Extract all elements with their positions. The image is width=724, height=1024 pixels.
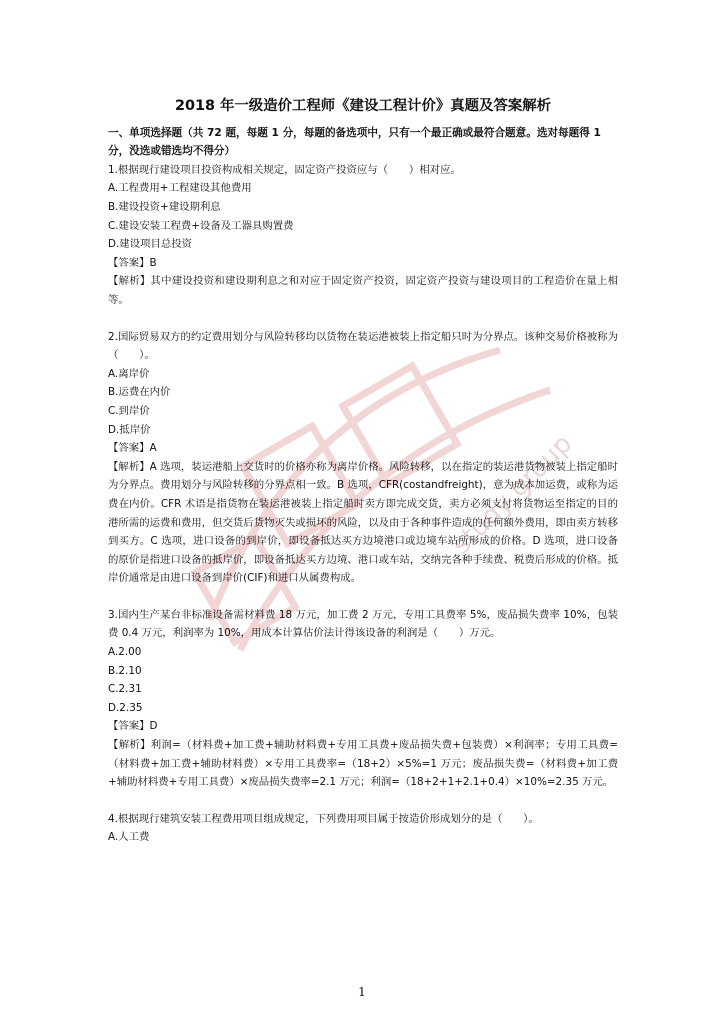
option-b: B.运费在内价: [108, 386, 171, 399]
question-2: [108, 328, 618, 588]
page-number: 1: [358, 985, 366, 999]
option-c: C.建设安装工程费+设备及工器具购置费: [108, 219, 294, 232]
option-d: D.抵岸价: [108, 423, 151, 436]
question-stem: 1.根据现行建设项目投资构成相关规定，固定资产投资应与（ ）相对应。: [108, 163, 461, 176]
answer: 【答案】A: [108, 442, 157, 455]
analysis: 【解析】A 选项，装运港船上交货时的价格亦称为离岸价格。风险转移，以在指定的装运港货物被装上指定船时为分界点。费用划分与风险转移的分界点相一致。B 选项，CFR(costandfreight)，意为成本加运费，或称为运费在内价。CFR 术语是指货物在装运港被装上指定船时卖方即完成交货，卖方必须支付将货物运至指定的目的港所需的运费和费用，但交货后货物灭失或损坏的风险，以及由于各种事件造成的任何额外费用，即由卖方转移到买方。C 选项，进口设备的到岸价，即设备抵达买方边境港口或边境车站所形成的价格。D 选项，进口设备的原价是指进口设备的抵岸价，即设备抵达买方边境、港口或车站，交纳完各种手续费、税费后形成的价格。抵岸价通常是由进口设备到岸价(CIF)和进口从属费构成。: [108, 460, 618, 585]
question-3: [108, 606, 618, 792]
document-body: [108, 96, 618, 847]
option-a: A.离岸价: [108, 367, 150, 380]
analysis: 【解析】利润=（材料费+加工费+辅助材料费+专用工具费+废品损失费+包装费）×利润率；专用工具费=（材料费+加工费+辅助材料费）×专用工具费率=（18+2）×5%=1 万元；废品损失费=（材料费+加工费+辅助材料费+专用工具费）×废品损失费率=2.1 万元；利润=（18+2+1+2.1+0.4）×10%=2.35 万元。: [108, 739, 618, 789]
watermark-text: study group: [446, 428, 579, 561]
option-c: C.2.31: [108, 683, 142, 696]
analysis: 【解析】其中建设投资和建设期利息之和对应于固定资产投资，固定资产投资与建设项目的工程造价在量上相等。: [108, 275, 618, 306]
question-stem: 2.国际贸易双方的约定费用划分与风险转移均以货物在装运港被装上指定船只时为分界点。该种交易价格被称为（ ）。: [108, 330, 618, 362]
question-stem: 3.国内生产某台非标准设备需材料费 18 万元，加工费 2 万元，专用工具费率 5%，废品损失费率 10%，包装费 0.4 万元，利润率为 10%，用成本计算估价法计得该设备的利润是（ ）万元。: [108, 608, 618, 640]
option-d: D.2.35: [108, 701, 143, 714]
question-stem: 4.根据现行建筑安装工程费用项目组成规定，下列费用项目属于按造价形成划分的是（ ）。: [108, 812, 539, 825]
section-heading: 一、单项选择题（共 72 题，每题 1 分，每题的备选项中，只有一个最正确或最符合题意。选对每题得 1 分，没选或错选均不得分）: [108, 127, 601, 158]
option-b: B.建设投资+建设期利息: [108, 201, 221, 213]
answer: 【答案】D: [108, 720, 158, 733]
option-b: B.2.10: [108, 664, 142, 677]
option-a: A.2.00: [108, 646, 142, 659]
question-4: [108, 810, 618, 847]
option-c: C.到岸价: [108, 404, 150, 417]
option-a: A.人工费: [108, 831, 150, 844]
answer: 【答案】B: [108, 256, 157, 269]
option-d: D.建设项目总投资: [108, 238, 193, 251]
option-a: A.工程费用+工程建设其他费用: [108, 182, 252, 195]
page-title: 2018 年一级造价工程师《建设工程计价》真题及答案解析: [174, 98, 552, 114]
question-1: [108, 161, 618, 310]
